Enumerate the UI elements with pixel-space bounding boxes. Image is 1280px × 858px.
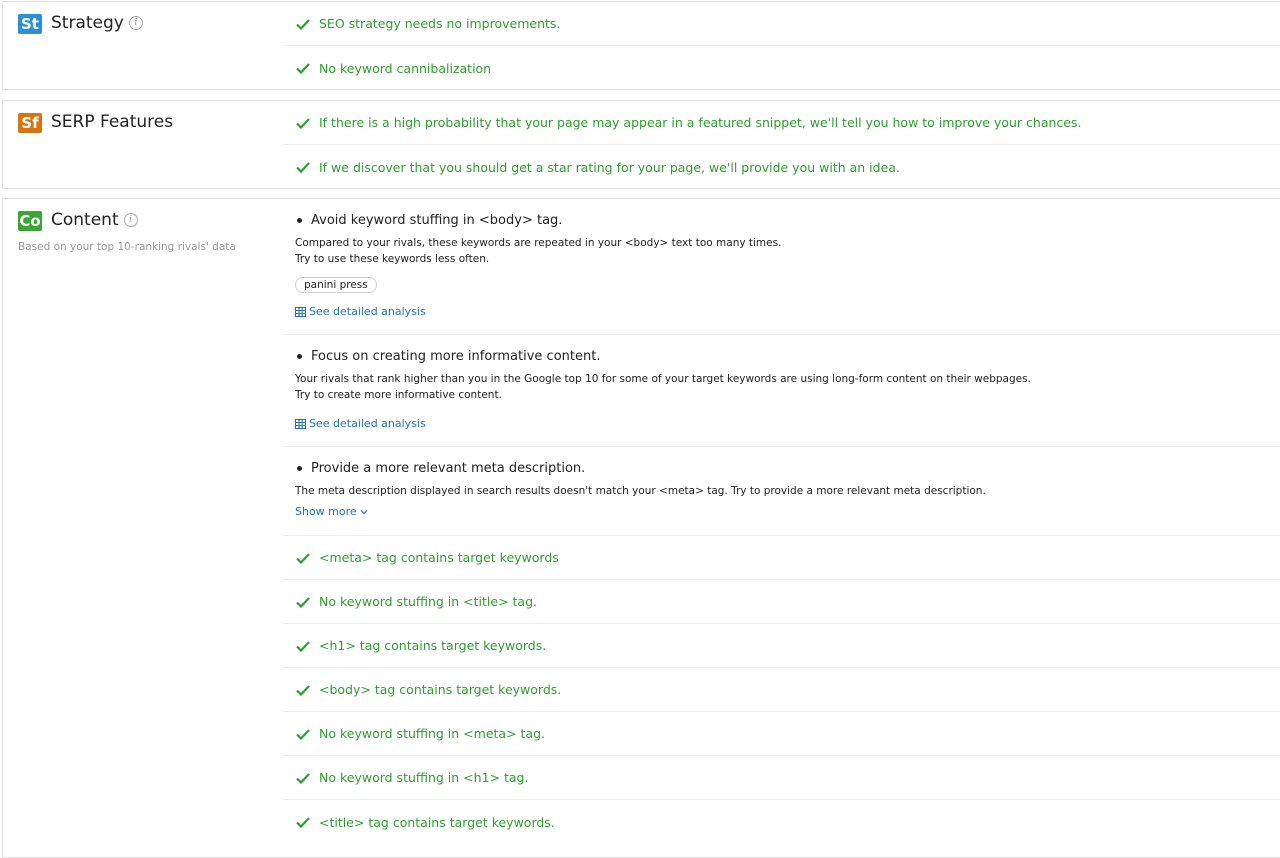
serp-header — [3, 101, 283, 188]
keyword-tag[interactable]: panini press — [295, 277, 377, 293]
checkmark-icon — [295, 16, 311, 32]
check-row — [283, 712, 1280, 756]
check-row — [283, 2, 1280, 46]
issue-item — [283, 199, 1280, 335]
info-icon[interactable]: i — [124, 213, 138, 227]
content-section — [2, 198, 1280, 858]
serp-title — [51, 112, 173, 132]
issue-title-text: Provide a more relevant meta description. — [311, 461, 586, 476]
checkmark-icon — [295, 682, 311, 698]
check-text: <h1> tag contains target keywords. — [319, 638, 547, 653]
issue-description — [295, 235, 781, 267]
issue-desc-line: Your rivals that rank higher than you in the Google top 10 for some of your target keywords are using long-form content on their webpages. — [295, 373, 1031, 385]
table-icon — [295, 419, 306, 429]
check-row — [283, 145, 1280, 189]
issue-desc-line: The meta description displayed in search results doesn't match your <meta> tag. Try to provide a more relevant meta description. — [295, 485, 986, 497]
issue-title — [295, 349, 600, 364]
link-text: See detailed analysis — [309, 417, 426, 430]
check-text: No keyword stuffing in <title> tag. — [319, 594, 537, 609]
check-row — [283, 624, 1280, 668]
issue-title — [295, 461, 585, 476]
checkmark-icon — [295, 60, 311, 76]
issue-item — [283, 447, 1280, 536]
checkmark-icon — [295, 115, 311, 131]
serp-section — [2, 100, 1280, 189]
check-text: If there is a high probability that your page may appear in a featured snippet, we'll tell you how to improve your chances. — [319, 115, 1082, 130]
check-row — [283, 756, 1280, 800]
see-detailed-analysis-link[interactable] — [295, 305, 426, 318]
check-row — [283, 800, 1280, 844]
link-text: See detailed analysis — [309, 305, 426, 318]
issue-title-text: Avoid keyword stuffing in <body> tag. — [311, 213, 563, 228]
content-badge: Co — [19, 212, 41, 230]
serp-checks — [283, 101, 1280, 188]
serp-badge: Sf — [18, 113, 42, 133]
issue-title — [295, 213, 562, 228]
check-row — [283, 101, 1280, 145]
issue-title-text: Focus on creating more informative content. — [311, 349, 601, 364]
table-icon — [295, 307, 306, 317]
check-row — [283, 46, 1280, 90]
content-title — [51, 210, 138, 230]
issue-desc-line: Try to create more informative content. — [295, 389, 502, 401]
check-row — [283, 536, 1280, 580]
content-subtitle: Based on your top 10-ranking rivals' data — [18, 241, 236, 253]
check-text: <body> tag contains target keywords. — [319, 682, 562, 697]
serp-title-text: SERP Features — [51, 112, 174, 132]
content-title-text: Content — [51, 210, 119, 230]
check-text: No keyword cannibalization — [319, 60, 492, 76]
issue-description — [295, 371, 1031, 403]
info-icon[interactable]: i — [129, 16, 143, 30]
content-items — [283, 199, 1280, 857]
strategy-title — [51, 13, 143, 33]
strategy-checks — [283, 2, 1280, 89]
check-row — [283, 580, 1280, 624]
checkmark-icon — [295, 638, 311, 654]
issue-item — [283, 335, 1280, 447]
check-text: <title> tag contains target keywords. — [319, 814, 555, 830]
see-detailed-analysis-link[interactable] — [295, 417, 426, 430]
check-text: <meta> tag contains target keywords — [319, 550, 559, 565]
issue-desc-line: Try to use these keywords less often. — [295, 253, 490, 265]
checkmark-icon — [295, 550, 311, 566]
bullet-icon — [297, 354, 302, 359]
link-text: Show more — [295, 505, 357, 518]
strategy-section — [2, 1, 1280, 90]
strategy-header — [3, 2, 283, 89]
show-more-link[interactable] — [295, 505, 368, 518]
bullet-icon — [297, 218, 302, 223]
check-text: No keyword stuffing in <meta> tag. — [319, 726, 545, 741]
check-text: If we discover that you should get a star rating for your page, we'll provide you with an idea. — [319, 159, 900, 175]
strategy-title-text: Strategy — [51, 13, 124, 33]
checkmark-icon — [295, 770, 311, 786]
issue-desc-line: Compared to your rivals, these keywords are repeated in your <body> text too many times. — [295, 237, 782, 249]
checkmark-icon — [295, 726, 311, 742]
checkmark-icon — [295, 159, 311, 175]
keyword-tag-list — [295, 273, 377, 293]
issue-description — [295, 483, 986, 499]
checkmark-icon — [295, 814, 311, 830]
check-text: No keyword stuffing in <h1> tag. — [319, 770, 529, 785]
chevron-down-icon — [360, 509, 368, 515]
content-header — [3, 199, 283, 857]
checkmark-icon — [295, 594, 311, 610]
check-text: SEO strategy needs no improvements. — [319, 16, 561, 31]
check-row — [283, 668, 1280, 712]
strategy-badge: St — [18, 14, 42, 34]
bullet-icon — [297, 466, 302, 471]
